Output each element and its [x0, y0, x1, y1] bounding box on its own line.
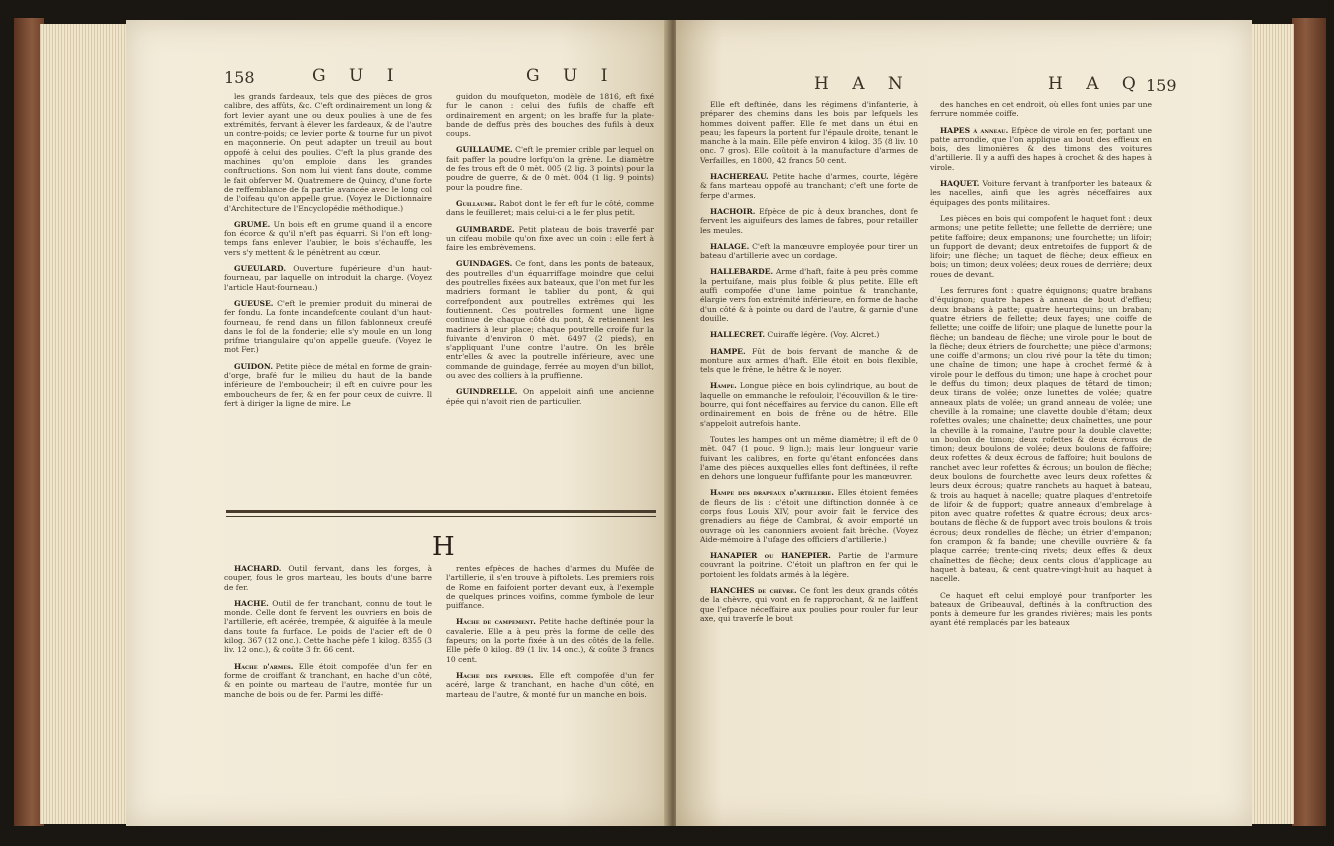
- headword: HACHE.: [234, 598, 269, 608]
- entry: HALLECRET. Cuiraffe légère. (Voy. Alcret.): [710, 330, 880, 340]
- entry: HANCHES de chèvre. Ce font les deux grands côtés de la chèvre, qui vont en fe rapprochant, & ne laiffent que l'efpace néceffaire aux poulies pour rouler fur leur axe, qui traverfe le bout: [700, 586, 918, 623]
- right-page-number: 159: [1146, 76, 1177, 95]
- entry: rentes efpèces de haches d'armes du Mufée de l'artillerie, il s'en trouve à piftolets. Les premiers rois de Rome en faifoient porter devant eux, à l'exemple de quelques princes voifins, comme fymbole de leur puiffance.: [446, 564, 654, 611]
- left-column-3: [224, 564, 432, 814]
- entry: GRUME. Un bois eft en grume quand il a encore fon écorce & qu'il n'eft pas équarri. Si l'on eft long-temps fans enlever l'aubier, le bois s'échauffe, les vers s'y mettent & le pénètrent au cœur.: [224, 219, 432, 257]
- entry: GUINDAGES. Ce font, dans les ponts de bateaux, des poutrelles d'un équarriffage moindre que celui des poutrelles fixées aux bateaux, que l'on met fur les madriers formant le tablier du pont, & qui correfpondent aux poutrelles extrêmes qui les foutiennent. Ces poutrelles forment une ligne continue de chaque côté du pont, & retiennent les madriers à leur place; chaque poutrelle croife fur la fuivante d'environ 0 mèt. 6497 (2 pieds), en s'appliquant l'une contre l'autre. On les brêle entr'elles & avec la poutrelle inférieure, avec une commande de guindage, ferrée au moyen d'un billot, ou avec des colliers à la pruffienne.: [446, 259, 654, 381]
- headword: HAQUET.: [940, 179, 980, 189]
- book-cover-right: [1292, 18, 1326, 826]
- headword: GUINDRELLE.: [456, 387, 518, 397]
- headword: HALAGE.: [710, 241, 750, 251]
- headword: HANCHES de chèvre.: [710, 586, 797, 596]
- entry: HACHARD. Outil fervant, dans les forges, à couper, fous le gros marteau, les bouts d'une barre de fer.: [224, 564, 432, 592]
- page-edges-left: [40, 24, 128, 824]
- entry: GUIMBARDE. Petit plateau de bois traverfé par un cifeau mobile qu'on fixe avec un coin : elle fert à faire les embrèvemens.: [446, 224, 654, 253]
- entry: Elle eft deftinée, dans les régimens d'infanterie, à préparer des chemins dans les bois par lefquels les hommes doivent paffer. Elle fe met dans un étui en peau; les fapeurs la portent fur l'épaule droite, tenant le manche à la main. Elle pèfe environ 4 kilog. 35 (8 liv. 10 onc. 7 gros). Elle coûtoit à la manufacture d'armes de Verfailles, en 1800, 42 francs 50 cent.: [700, 100, 918, 165]
- headword: Hache de campement.: [456, 617, 536, 627]
- entry: HAQUET. Voiture fervant à tranfporter les bateaux & les nacelles, ainfi que les agrès néceffaires aux équipages des ponts militaires.: [930, 179, 1152, 207]
- entry: Guillaume. Rabot dont le fer eft fur le côté, comme dans le feuilleret; mais celui-ci a le fer plus petit.: [446, 198, 654, 218]
- entry: Hache des fapeurs. Elle eft compofée d'un fer acéré, large & tranchant, en hache d'un côté, en marteau de l'autre, & monté fur un manche en bois.: [446, 670, 654, 699]
- entry: HAPES à anneau. Efpèce de virole en fer, portant une patte arrondie, que l'on applique au bout des effieux en bois, des limonières & des timons des voitures d'artillerie. Il y a auffi des hapes à crochet & des hapes à virole.: [930, 125, 1152, 172]
- headword: Hampe.: [710, 381, 737, 391]
- right-running-head-1: H A N: [814, 74, 912, 94]
- left-page: [126, 20, 670, 826]
- entry: HALAGE. C'eft la manœuvre employée pour tirer un bateau d'artillerie avec un cordage.: [700, 241, 918, 261]
- right-column-1: [700, 100, 918, 816]
- left-page-number: 158: [224, 68, 255, 87]
- headword: GUILLAUME.: [456, 145, 513, 155]
- right-page: [676, 20, 1252, 826]
- entry: GUINDRELLE. On appeloit ainfi une ancienne épée qui n'avoit rien de particulier.: [446, 387, 654, 406]
- headword: GUEULARD.: [234, 264, 287, 274]
- entry: Ce haquet eft celui employé pour tranfporter les bateaux de Gribeauval, deftinés à la conftruction des ponts à demeure fur les grandes rivières; mais les ponts ayant été remplacés par les bateaux: [930, 590, 1152, 628]
- entry: les grands fardeaux, tels que des pièces de gros calibre, des affûts, &c. C'eft ordinairement un long & fort levier ayant une ou deux poulies à une de fes extrémités, fervant à élever les fardeaux, & de l'autre un contre-poids; ce levier porte & tourne fur un pivot en maçonnerie. On peut adapter un treuil au bout oppofé à celui des poulies. C'eft la plus grande des machines qu'on emploie dans les grandes conftructions. Son nom lui vient fans doute, comme le fait obferver M. Quatremere de Quincy, d'une forte de reffemblance de fa partie avancée avec le long col de l'oifeau qu'on appelle grue. (Voyez le Dictionnaire d'Architecture de l'Encyclopédie méthodique.): [224, 92, 432, 213]
- headword: HALLEBARDE.: [710, 267, 774, 277]
- section-rule-thick: [226, 510, 656, 513]
- entry: GUILLAUME. C'eft le premier crible par lequel on fait paffer la poudre lorfqu'on la grène. Le diamètre de fes trous eft de 0 mèt. 005 (2 lig. 3 points) pour la poudre de guerre, & de 0 mèt. 004 (1 lig. 9 points) pour la poudre fine.: [446, 145, 654, 192]
- headword: HACHOIR.: [710, 206, 756, 216]
- entry: HACHE. Outil de fer tranchant, connu de tout le monde. Celle dont fe fervent les ouvriers en bois de l'artillerie, eft acérée, trempée, & aiguifée à la meule dans toute fa furface. Le poids de l'acier eft de 0 kilog. 367 (12 onc.). Cette hache pèfe 1 kilog. 8355 (3 liv. 12 onc.), & coûte 3 fr. 66 cent.: [224, 598, 432, 655]
- left-running-head-1: G U I: [312, 66, 403, 86]
- headword: GRUME.: [234, 219, 271, 229]
- left-column-1: [224, 92, 432, 492]
- entry: Hampe. Longue pièce en bois cylindrique, au bout de laquelle on emmanche le refouloir, l'écouvillon & le tire-bourre, qui font néceffaires au fervice du canon. Elle eft ordinairement en bois de frêne ou de hêtre. Elle s'appeloit autrefois hante.: [700, 381, 918, 428]
- left-column-2: [446, 92, 654, 492]
- headword: Hache des fapeurs.: [456, 670, 534, 680]
- entry: Toutes les hampes ont un même diamètre; il eft de 0 mèt. 047 (1 pouc. 9 lign.); mais leur longueur varie fuivant les calibres, en forte qu'étant enfoncées dans l'ame des pièces auxquelles elles font deftinées, il refte en dehors une longueur fuffifante pour les manœuvrer.: [700, 434, 918, 482]
- headword: Hache d'armes.: [234, 661, 294, 671]
- entry: Hache d'armes. Elle étoit compofée d'un fer en forme de croiffant & tranchant, en hache d'un côté, & en pointe ou marteau de l'autre, montée fur un manche de bois ou de fer. Parmi les diffé-: [224, 661, 432, 699]
- headword: GUINDAGES.: [456, 259, 513, 269]
- headword: GUIMBARDE.: [456, 224, 515, 234]
- headword: Guillaume.: [456, 198, 497, 208]
- section-rule-thin: [226, 516, 656, 517]
- headword: GUIDON.: [234, 361, 273, 371]
- headword: HANAPIER ou HANEPIER.: [710, 551, 831, 561]
- entry: Hache de campement. Petite hache deftinée pour la cavalerie. Elle a à peu près la forme de celle des fapeurs; on la porte fixée à un des côtés de la felle. Elle pèfe 0 kilog. 89 (1 liv. 14 onc.), & coûte 3 francs 10 cent.: [446, 617, 654, 664]
- entry: Hampe des drapeaux d'artillerie. Elles étoient femées de fleurs de lis : c'étoit une diftinction donnée à ce corps fous Louis XIV, pour avoir fait le fervice des grenadiers au fiége de Cambrai, & avoir emporté un ouvrage où les canonniers avoient fait brèche. (Voyez Aide-mémoire à l'ufage des officiers d'artillerie.): [700, 488, 918, 544]
- entry: HACHEREAU. Petite hache d'armes, courte, légère & fans marteau oppofé au tranchant; c'eft une forte de ferpe d'armes.: [700, 172, 918, 200]
- entry: guidon du moufqueton, modèle de 1816, eft fixé fur le canon : celui des fufils de chaffe eft ordinairement en argent; on les braffe fur la plate-bande de deffus près des bouches des fufils à deux coups.: [446, 92, 654, 139]
- headword: HACHARD.: [234, 564, 282, 573]
- headword: HAPES à anneau.: [940, 125, 1009, 135]
- headword: HALLECRET.: [710, 330, 765, 340]
- entry: GUEULARD. Ouverture fupérieure d'un haut-fourneau, par laquelle on introduit la charge. (Voyez l'article Haut-fourneau.): [224, 264, 432, 292]
- headword: Hampe des drapeaux d'artillerie.: [710, 488, 834, 498]
- entry: HAMPE. Fût de bois fervant de manche & de monture aux armes d'haft. Elle étoit en bois flexible, tels que le frêne, le hêtre & le noyer.: [700, 346, 918, 375]
- entry: HANAPIER ou HANEPIER. Partie de l'armure couvrant la poitrine. C'étoit un plaftron en fer qui le portoient les foldats armés à la légère.: [700, 551, 918, 579]
- headword: GUEUSE.: [234, 298, 274, 308]
- entry: GUIDON. Petite pièce de métal en forme de grain-d'orge, brafé fur le milieu du haut de la bande inférieure de l'emboucheir; il eft en cuivre pour les emboucheurs de fer, & en fer pour ceux de cuivre. Il fert à diriger la ligne de mire. Le: [224, 361, 432, 408]
- entry: Les ferrures font : quatre équignons; quatre brabans d'équignon; quatre hapes à anneau de bout d'effieu; deux brabans à patte; quatre heurtequins; un braban; quatre étriers de fellette; deux fayes; une coiffe de fellette; une coiffe de lifoir; une plaque de lunette pour la flèche; un bandeau de flèche; une virole pour le bout de la flèche; deux étriers de fourchette; une pièce d'armons; une coiffe d'armons; un clou rivé pour la tête du timon; une chaîne de timon; une hape à crochet fermé & à virole pour le deffous du timon; une hape à crochet pour le deffus du timon; deux plaques de têtard de timon; deux tirans de volée; onze lunettes de volée; quatre anneaux plats de volée; un grand anneau de volée; une cheville à la romaine; une clavette double d'étam; deux rofettes ovales; une chaînette; deux chaînettes, une pour la cheville à la romaine, l'autre pour la double clavette; un boulon de timon; deux rofettes & deux écrous de timon; deux boulons de volée; deux boulons de faffoire; deux rofettes & deux écrous de faffoire; huit boulons de ranchet avec leur rofettes & écrous; un boulon de flèche; deux boulons de fourchette avec leurs deux rofettes & leurs deux écrous; quatre ranchets au haquet à bateau, & trois au haquet à nacelle; quatre plaques d'entretoife de lifoir & de fupport; quatre anneaux d'embrelage à piton avec quatre rofettes & quatre écrous; deux arcs-boutans de flèche & de fupport avec trois boulons & trois écrous; deux rondelles de flèche; un étrier d'empanon; fon crampon & fa bande; une cheville ouvrière & fa plaque carrée; trente-cinq rivets; deux effes & deux chaînettes de flèche; deux cents clous d'applicage au haquet à bateau, & cent quatre-vingt-huit au haquet à nacelle.: [930, 286, 1152, 584]
- left-running-head-2: G U I: [526, 66, 617, 86]
- headword: HACHEREAU.: [710, 172, 769, 182]
- entry: HALLEBARDE. Arme d'haft, faite à peu près comme la pertuifane, mais plus foible & plus petite. Elle eft auffi compofée d'une lame pointue & tranchante, élargie vers fon extrémité inférieure, en forme de hache d'un côté & à pointe ou dard de l'autre, & garnie d'une douille.: [700, 267, 918, 323]
- right-running-head-2: H A Q: [1048, 74, 1145, 94]
- section-letter: H: [432, 532, 455, 562]
- entry: GUEUSE. C'eft le premier produit du minerai de fer fondu. La fonte incandefcente coulant d'un haut-fourneau, fe rend dans un fillon fablonneux creufé dans le fol de la fonderie; elle s'y moule en un long prifme triangulaire qu'on appelle gueufe. (Voyez le mot Fer.): [224, 298, 432, 355]
- left-column-4: [446, 564, 654, 814]
- entry: HACHOIR. Efpèce de pic à deux branches, dont fe fervent les aiguifeurs des lames de fabres, pour retailler les meules.: [700, 206, 918, 235]
- right-column-2: [930, 100, 1152, 816]
- entry: des hanches en cet endroit, où elles font unies par une ferrure nommée coiffe.: [930, 100, 1152, 119]
- entry: Les pièces en bois qui compofent le haquet font : deux armons; une petite fellette; une fellette de derrière; une petite faffoire; deux empanons; une fourchette; un lifoir; un fupport de devant; deux entretoifes de fupport & de lifoir; une flèche; un taquet de flèche; deux effieux en bois; un timon; deux volées; deux roues de derrière; deux roues de devant.: [930, 213, 1152, 279]
- headword: HAMPE.: [710, 346, 746, 356]
